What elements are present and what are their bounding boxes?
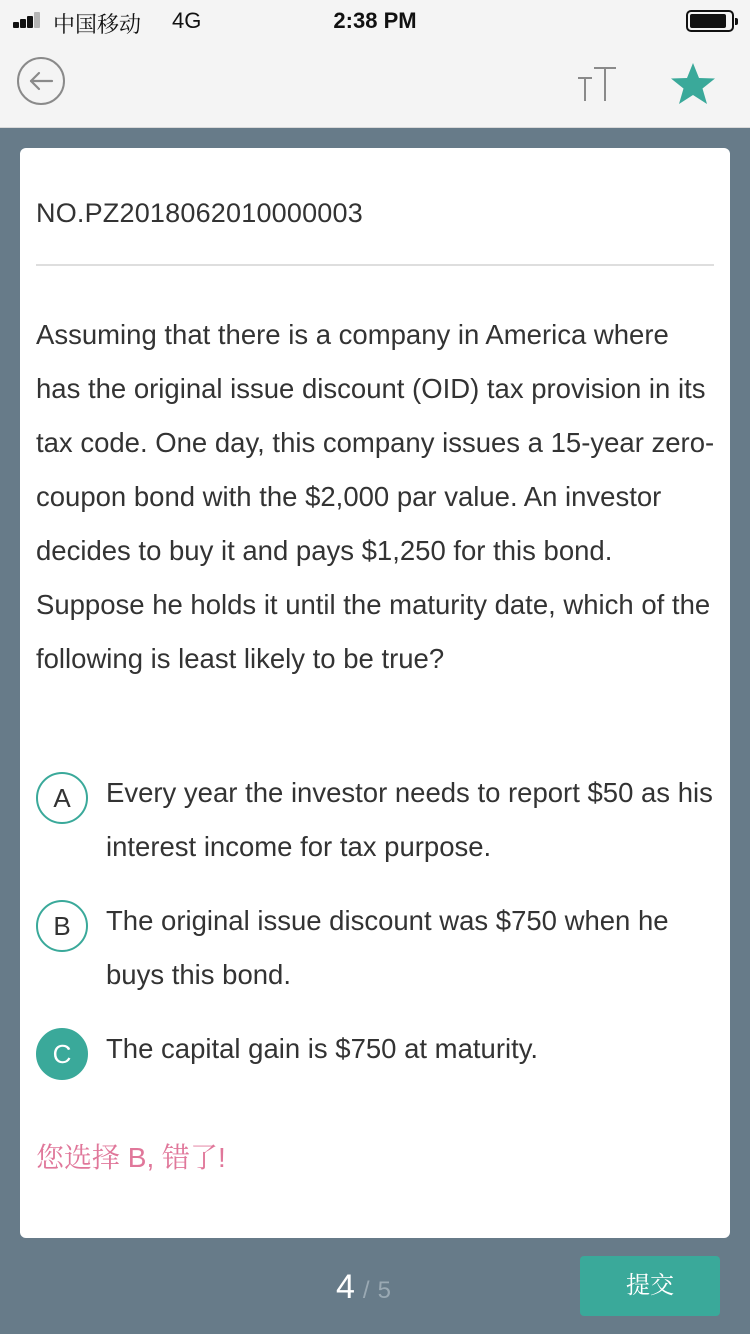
font-size-button[interactable] — [572, 60, 622, 110]
option-a[interactable] — [36, 766, 718, 874]
question-number: NO.PZ2018062010000003 — [36, 198, 363, 228]
option-b[interactable] — [36, 894, 718, 1002]
options-list — [36, 766, 718, 1096]
answer-feedback: 您选择 B, 错了! — [36, 1142, 226, 1173]
network-type: 4G — [172, 8, 202, 33]
divider — [36, 264, 714, 266]
option-letter: A — [36, 772, 88, 824]
total-pages: 5 — [377, 1277, 391, 1304]
submit-button[interactable]: 提交 — [580, 1256, 720, 1316]
option-text: The original issue discount was $750 when he buys this bond. — [106, 905, 669, 990]
option-c[interactable] — [36, 1022, 718, 1076]
current-page: 4 — [336, 1268, 355, 1306]
back-arrow-icon — [19, 59, 63, 103]
question-text: Assuming that there is a company in America where has the original issue discount (OID) tax provision in its tax code. One day, this company issues a 15-year zero-coupon bond with the $2,000 par value. An investor decides to buy it and pays $1,250 for this bond. Suppose he holds it until the maturity date, which of the following is least likely to be true? — [36, 319, 715, 674]
question-card — [20, 148, 730, 1238]
page-separator: / — [362, 1277, 370, 1304]
back-button[interactable] — [17, 57, 65, 105]
star-icon — [668, 60, 718, 110]
status-time: 2:38 PM — [333, 8, 417, 33]
top-bar — [0, 0, 750, 128]
option-text: Every year the investor needs to report $50 as his interest income for tax purpose. — [106, 777, 713, 862]
carrier-name: 中国移动 — [53, 12, 142, 37]
status-bar — [0, 0, 750, 40]
page-indicator — [336, 1268, 391, 1307]
favorite-button[interactable] — [668, 60, 718, 110]
option-letter: C — [36, 1028, 88, 1080]
text-size-icon — [572, 60, 622, 110]
battery-icon — [686, 10, 734, 32]
option-letter: B — [36, 900, 88, 952]
option-text: The capital gain is $750 at maturity. — [106, 1033, 539, 1064]
